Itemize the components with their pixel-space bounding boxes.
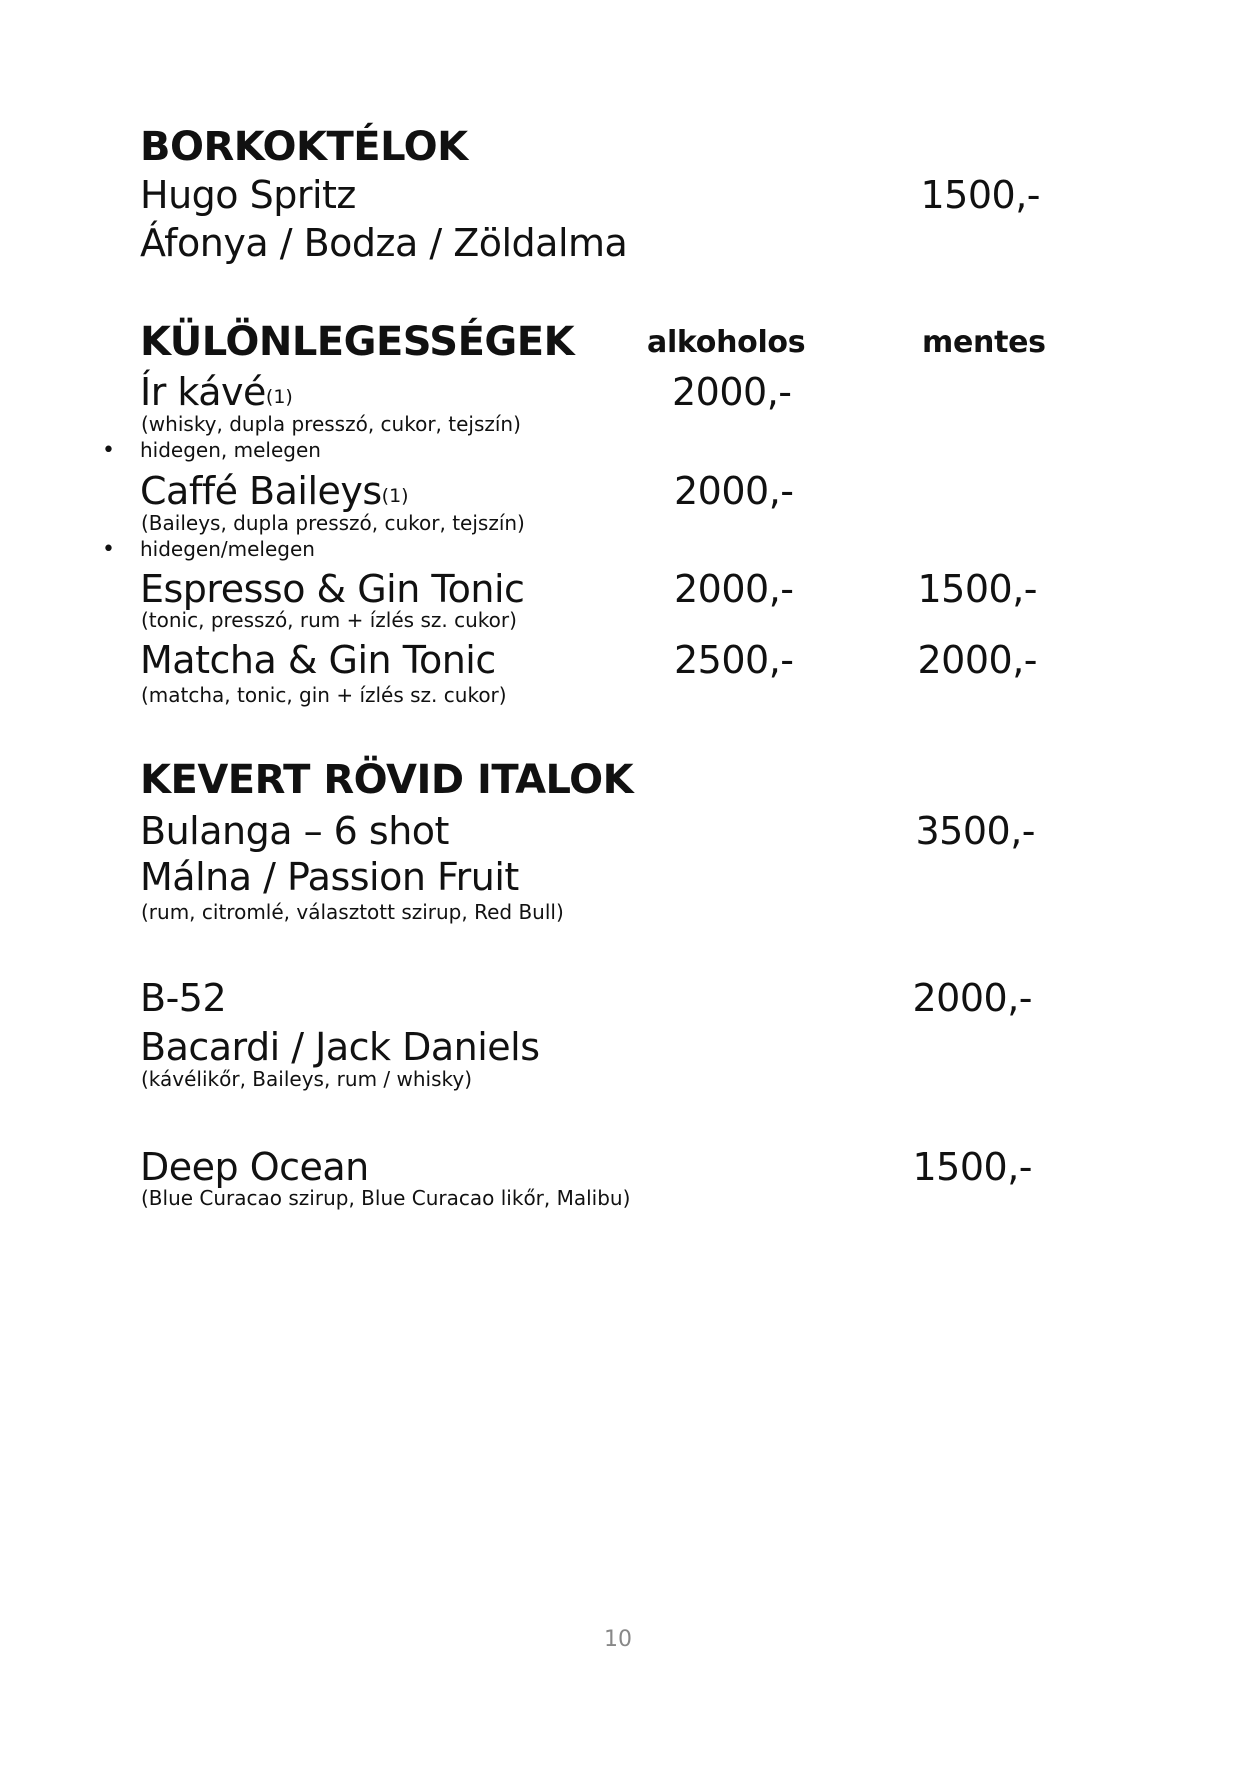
item-name-hugo-spritz: Hugo Spritz [140, 173, 356, 217]
bullet-icon: • [102, 537, 115, 562]
item-variants-bulanga: Málna / Passion Fruit [140, 855, 519, 899]
item-name-b52: B-52 [140, 976, 227, 1020]
page-number: 10 [604, 1627, 632, 1652]
item-desc-caffe-baileys: (Baileys, dupla presszó, cukor, tejszín) [141, 511, 525, 535]
item-desc-espresso-gin-tonic: (tonic, presszó, rum + ízlés sz. cukor) [141, 608, 517, 632]
item-price-free-espresso-gin-tonic: 1500,- [917, 567, 1037, 611]
item-desc-bulanga: (rum, citromlé, választott szirup, Red Bull) [141, 900, 564, 924]
section-title-kulonlegessegek: KÜLÖNLEGESSÉGEK [140, 319, 575, 365]
item-price-deep-ocean: 1500,- [912, 1145, 1032, 1189]
item-price-alc-matcha-gin-tonic: 2500,- [674, 638, 794, 682]
section-title-borkoktelok: BORKOKTÉLOK [140, 124, 468, 170]
item-price-alc-ir-kave: 2000,- [672, 370, 792, 414]
item-variants-hugo-spritz: Áfonya / Bodza / Zöldalma [140, 221, 628, 265]
item-name-bulanga: Bulanga – 6 shot [140, 809, 449, 853]
item-desc-ir-kave: (whisky, dupla presszó, cukor, tejszín) [141, 412, 521, 436]
item-desc-matcha-gin-tonic: (matcha, tonic, gin + ízlés sz. cukor) [141, 683, 507, 707]
footnote-marker: (1) [381, 485, 409, 507]
item-price-bulanga: 3500,- [915, 809, 1035, 853]
column-header-alkoholos: alkoholos [647, 325, 806, 360]
column-header-mentes: mentes [922, 325, 1046, 360]
item-name-caffe-baileys [140, 469, 409, 513]
item-name-text: Ír kávé [140, 370, 266, 414]
item-desc-b52: (kávélikőr, Baileys, rum / whisky) [141, 1067, 473, 1091]
item-price-hugo-spritz: 1500,- [920, 173, 1040, 217]
item-name-espresso-gin-tonic: Espresso & Gin Tonic [140, 567, 525, 611]
item-price-b52: 2000,- [912, 976, 1032, 1020]
item-name-deep-ocean: Deep Ocean [140, 1145, 369, 1189]
footnote-marker: (1) [265, 386, 293, 408]
item-variants-b52: Bacardi / Jack Daniels [140, 1025, 540, 1069]
item-desc-deep-ocean: (Blue Curacao szirup, Blue Curacao likőr, Malibu) [141, 1186, 631, 1210]
item-price-alc-caffe-baileys: 2000,- [674, 469, 794, 513]
item-name-ir-kave [140, 370, 293, 414]
item-name-text: Caffé Baileys [140, 469, 382, 513]
item-price-free-matcha-gin-tonic: 2000,- [917, 638, 1037, 682]
item-name-matcha-gin-tonic: Matcha & Gin Tonic [140, 638, 496, 682]
item-note-ir-kave: hidegen, melegen [140, 438, 321, 462]
bullet-icon: • [102, 438, 115, 463]
item-note-caffe-baileys: hidegen/melegen [140, 537, 315, 561]
section-title-kevert: KEVERT RÖVID ITALOK [140, 757, 634, 803]
item-price-alc-espresso-gin-tonic: 2000,- [674, 567, 794, 611]
